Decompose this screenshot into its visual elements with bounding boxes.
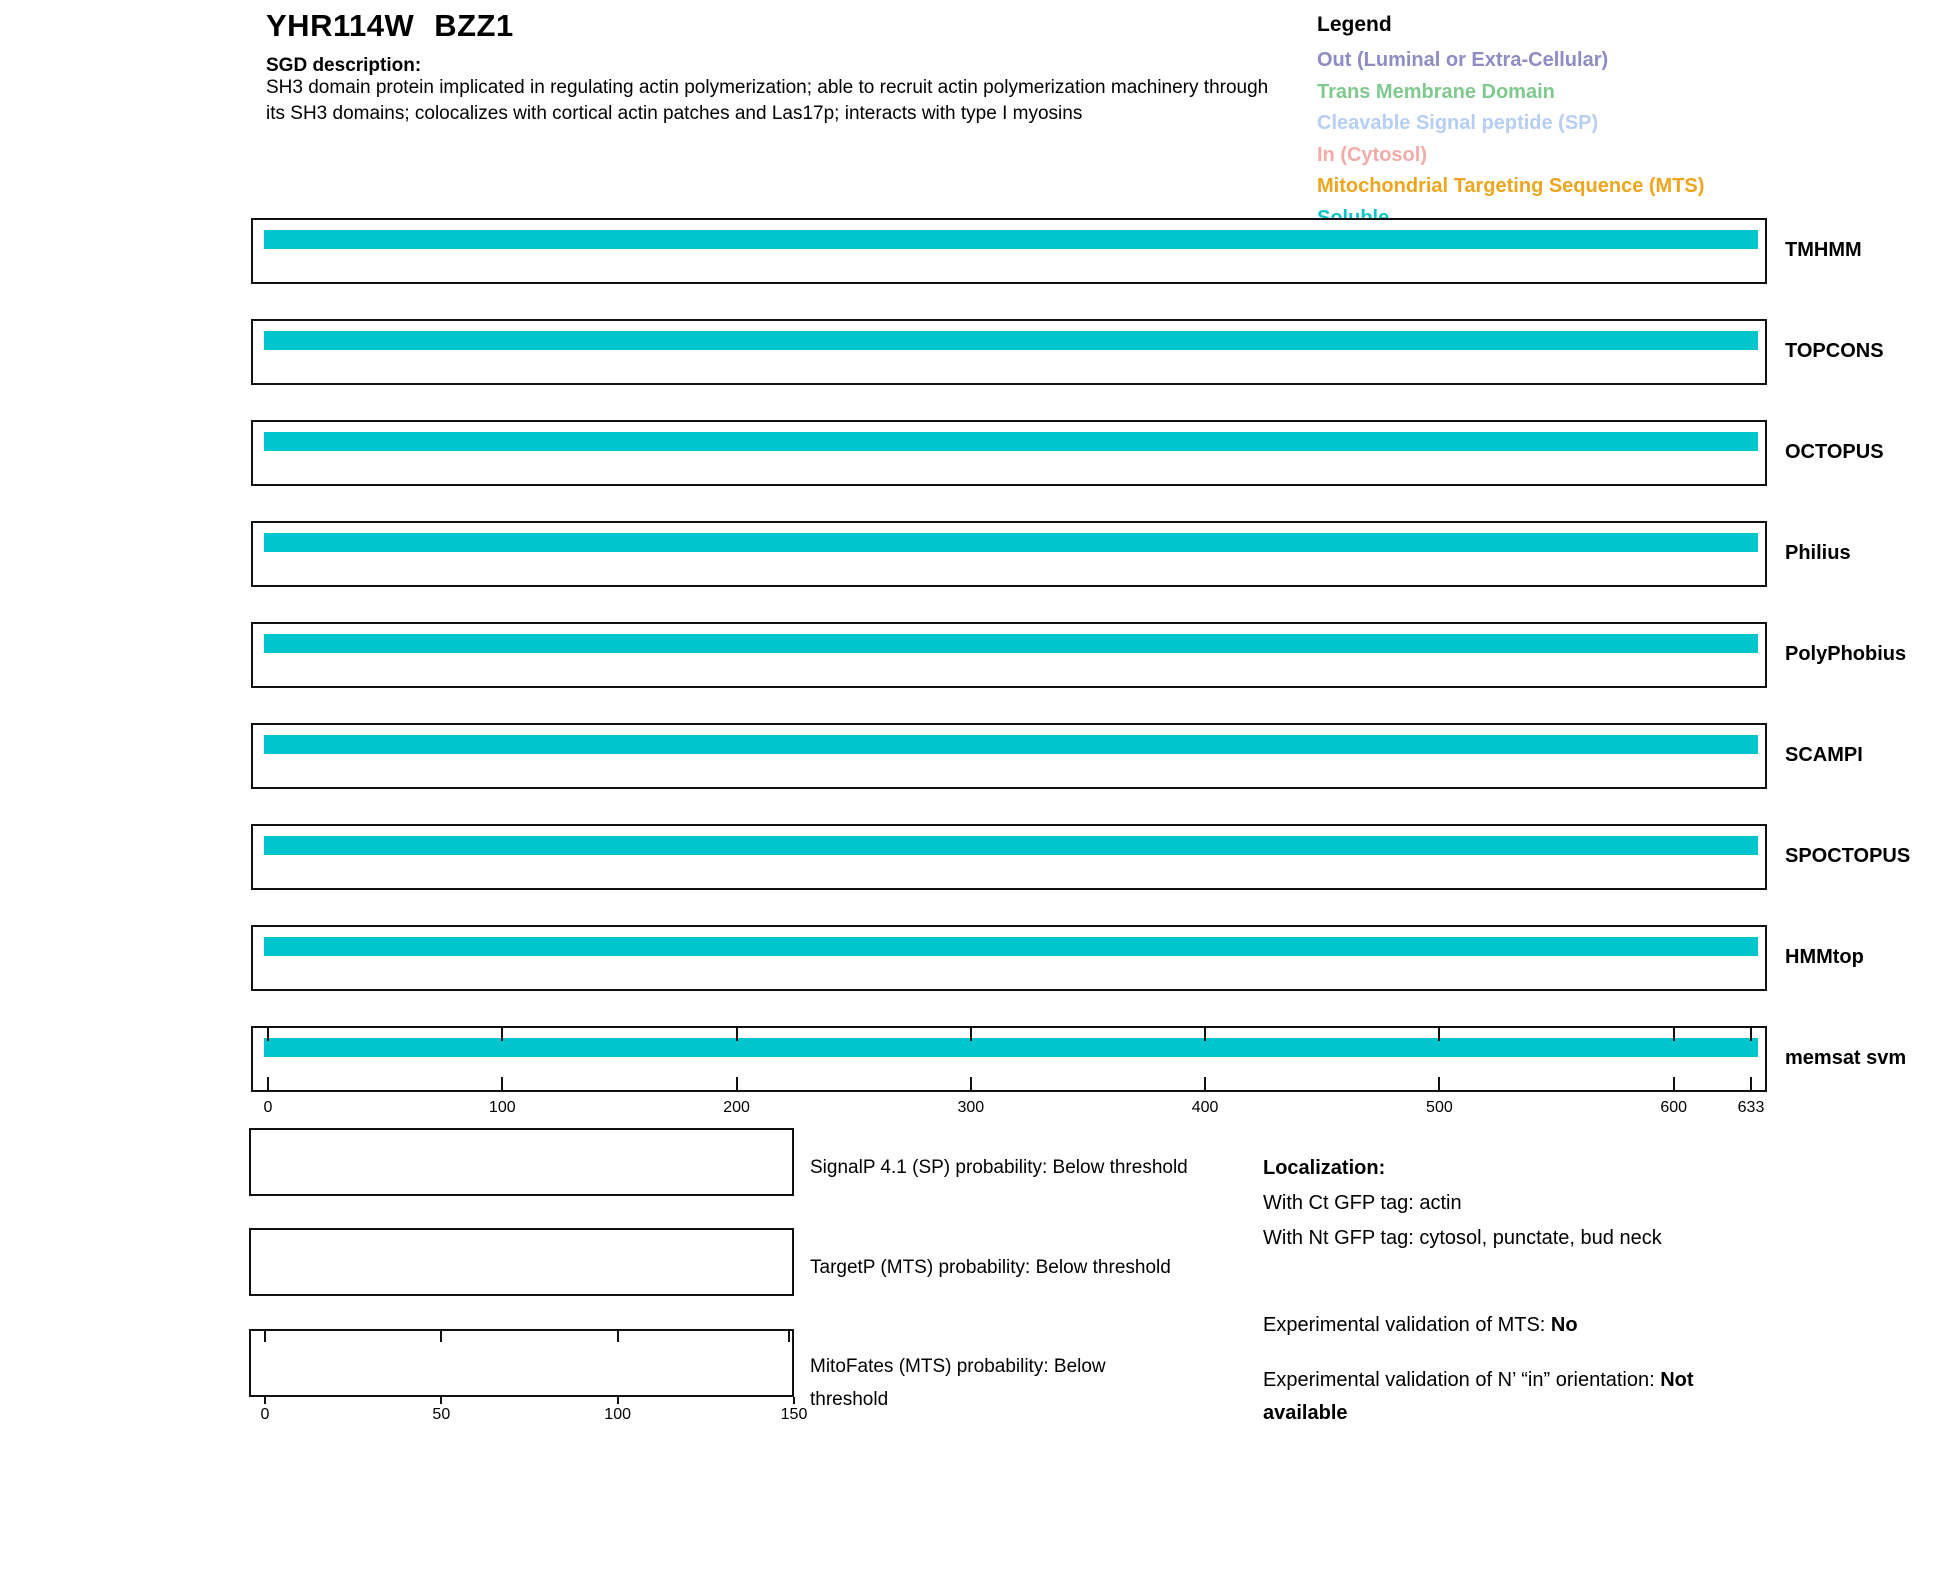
probability-ruler-tick bbox=[264, 1331, 266, 1342]
localization-header: Localization: bbox=[1263, 1157, 1386, 1179]
track-label-tmhmm: TMHMM bbox=[1785, 239, 1862, 261]
topology-bar-soluble bbox=[264, 1038, 1758, 1057]
residue-ruler-tick bbox=[970, 1028, 972, 1041]
probability-plot-box-2 bbox=[249, 1329, 794, 1397]
nt-gfp-line: With Nt GFP tag: cytosol, punctate, bud neck bbox=[1263, 1227, 1662, 1249]
residue-axis-tick-label: 500 bbox=[1426, 1099, 1453, 1116]
track-box-spoctopus bbox=[251, 824, 1767, 890]
track-label-octopus: OCTOPUS bbox=[1785, 441, 1884, 463]
probability-axis-tick-label: 50 bbox=[432, 1406, 451, 1423]
legend-item-in: In (Cytosol) bbox=[1317, 143, 1427, 166]
residue-ruler-tick bbox=[736, 1077, 738, 1090]
track-box-scampi bbox=[251, 723, 1767, 789]
residue-ruler-tick bbox=[1673, 1077, 1675, 1090]
topology-bar-soluble bbox=[264, 634, 1758, 653]
probability-axis-tick bbox=[617, 1397, 619, 1404]
probability-axis-tick-label: 100 bbox=[604, 1406, 632, 1423]
track-label-scampi: SCAMPI bbox=[1785, 744, 1863, 766]
mts-validation-line bbox=[1263, 1309, 1578, 1342]
residue-axis-tick-label: 200 bbox=[723, 1099, 750, 1116]
probability-ruler-tick bbox=[788, 1331, 790, 1342]
residue-axis-tick-label: 0 bbox=[263, 1099, 273, 1116]
residue-ruler-tick bbox=[501, 1028, 503, 1041]
mts-validation-value: No bbox=[1550, 1314, 1578, 1336]
gene-id: YHR114W bbox=[266, 8, 415, 43]
track-box-octopus bbox=[251, 420, 1767, 486]
residue-axis-tick-label: 400 bbox=[1191, 1099, 1219, 1116]
legend-item-tm: Trans Membrane Domain bbox=[1317, 80, 1555, 103]
probability-axis-tick bbox=[793, 1397, 795, 1404]
legend bbox=[1317, 12, 1704, 234]
residue-ruler-tick bbox=[1750, 1028, 1752, 1041]
residue-ruler-tick bbox=[267, 1028, 269, 1041]
track-label-philius: Philius bbox=[1785, 542, 1851, 564]
topology-bar-soluble bbox=[264, 331, 1758, 350]
residue-ruler-tick bbox=[1204, 1028, 1206, 1041]
probability-axis-tick-label: 0 bbox=[260, 1406, 270, 1423]
residue-ruler-tick bbox=[1438, 1077, 1440, 1090]
orientation-validation-label: Experimental validation of N’ “in” orientation: bbox=[1263, 1369, 1661, 1391]
track-label-spoctopus: SPOCTOPUS bbox=[1785, 845, 1911, 867]
probability-ruler-tick bbox=[440, 1331, 442, 1342]
track-label-topcons: TOPCONS bbox=[1785, 340, 1884, 362]
probability-axis-tick bbox=[264, 1397, 266, 1404]
track-box-hmmtop bbox=[251, 925, 1767, 991]
topology-bar-soluble bbox=[264, 735, 1758, 754]
topology-bar-soluble bbox=[264, 533, 1758, 552]
topology-bar-soluble bbox=[264, 937, 1758, 956]
residue-ruler-tick bbox=[1204, 1077, 1206, 1090]
legend-item-mts: Mitochondrial Targeting Sequence (MTS) bbox=[1317, 175, 1705, 197]
residue-ruler-tick bbox=[970, 1077, 972, 1090]
probability-plot-box-1 bbox=[249, 1228, 794, 1296]
topology-bar-soluble bbox=[264, 230, 1758, 249]
residue-ruler-tick bbox=[1750, 1077, 1752, 1090]
residue-ruler-tick bbox=[1438, 1028, 1440, 1041]
gene-name: BZZ1 bbox=[434, 8, 514, 43]
ct-gfp-line: With Ct GFP tag: actin bbox=[1263, 1192, 1462, 1214]
track-box-polyphobius bbox=[251, 622, 1767, 688]
probability-plot-box-0 bbox=[249, 1128, 794, 1196]
track-box-tmhmm bbox=[251, 218, 1767, 284]
residue-axis-tick-label: 633 bbox=[1737, 1099, 1765, 1116]
residue-ruler-tick bbox=[1673, 1028, 1675, 1041]
track-label-memsat-svm: memsat svm bbox=[1785, 1047, 1907, 1069]
topology-bar-soluble bbox=[264, 836, 1758, 855]
orientation-validation-line bbox=[1263, 1364, 1763, 1430]
probability-plot-label-2: MitoFates (MTS) probability: Below threshold bbox=[810, 1356, 1106, 1410]
residue-axis-tick-label: 600 bbox=[1660, 1099, 1688, 1116]
mts-validation-label: Experimental validation of MTS: bbox=[1263, 1314, 1551, 1336]
track-box-topcons bbox=[251, 319, 1767, 385]
residue-axis-tick-label: 300 bbox=[957, 1099, 985, 1116]
track-box-philius bbox=[251, 521, 1767, 587]
track-box-memsat-svm bbox=[251, 1026, 1767, 1092]
probability-ruler-tick bbox=[617, 1331, 619, 1342]
residue-ruler-tick bbox=[736, 1028, 738, 1041]
sgd-description-text: SH3 domain protein implicated in regulating actin polymerization; able to recruit actin polymerization machinery through its SH3 domains; colocalizes with cortical actin patches and Las17p; interacts with type I myosins bbox=[266, 77, 1269, 124]
legend-items bbox=[1317, 45, 1704, 234]
page-title bbox=[266, 8, 514, 44]
legend-item-sp: Cleavable Signal peptide (SP) bbox=[1317, 112, 1599, 134]
residue-ruler-tick bbox=[267, 1077, 269, 1090]
orientation-validation-value: Not available bbox=[1263, 1369, 1694, 1424]
probability-plot-label-0: SignalP 4.1 (SP) probability: Below threshold bbox=[810, 1157, 1188, 1178]
track-label-hmmtop: HMMtop bbox=[1785, 946, 1864, 968]
probability-axis-tick bbox=[440, 1397, 442, 1404]
probability-plot-label-1: TargetP (MTS) probability: Below threshold bbox=[810, 1257, 1171, 1278]
legend-title: Legend bbox=[1317, 13, 1392, 36]
topology-bar-soluble bbox=[264, 432, 1758, 451]
legend-item-out: Out (Luminal or Extra-Cellular) bbox=[1317, 49, 1609, 71]
residue-ruler-tick bbox=[501, 1077, 503, 1090]
probability-axis-tick-label: 150 bbox=[780, 1406, 808, 1423]
sgd-description-label: SGD description: bbox=[266, 55, 422, 76]
residue-axis-tick-label: 100 bbox=[488, 1099, 516, 1116]
track-label-polyphobius: PolyPhobius bbox=[1785, 643, 1907, 665]
